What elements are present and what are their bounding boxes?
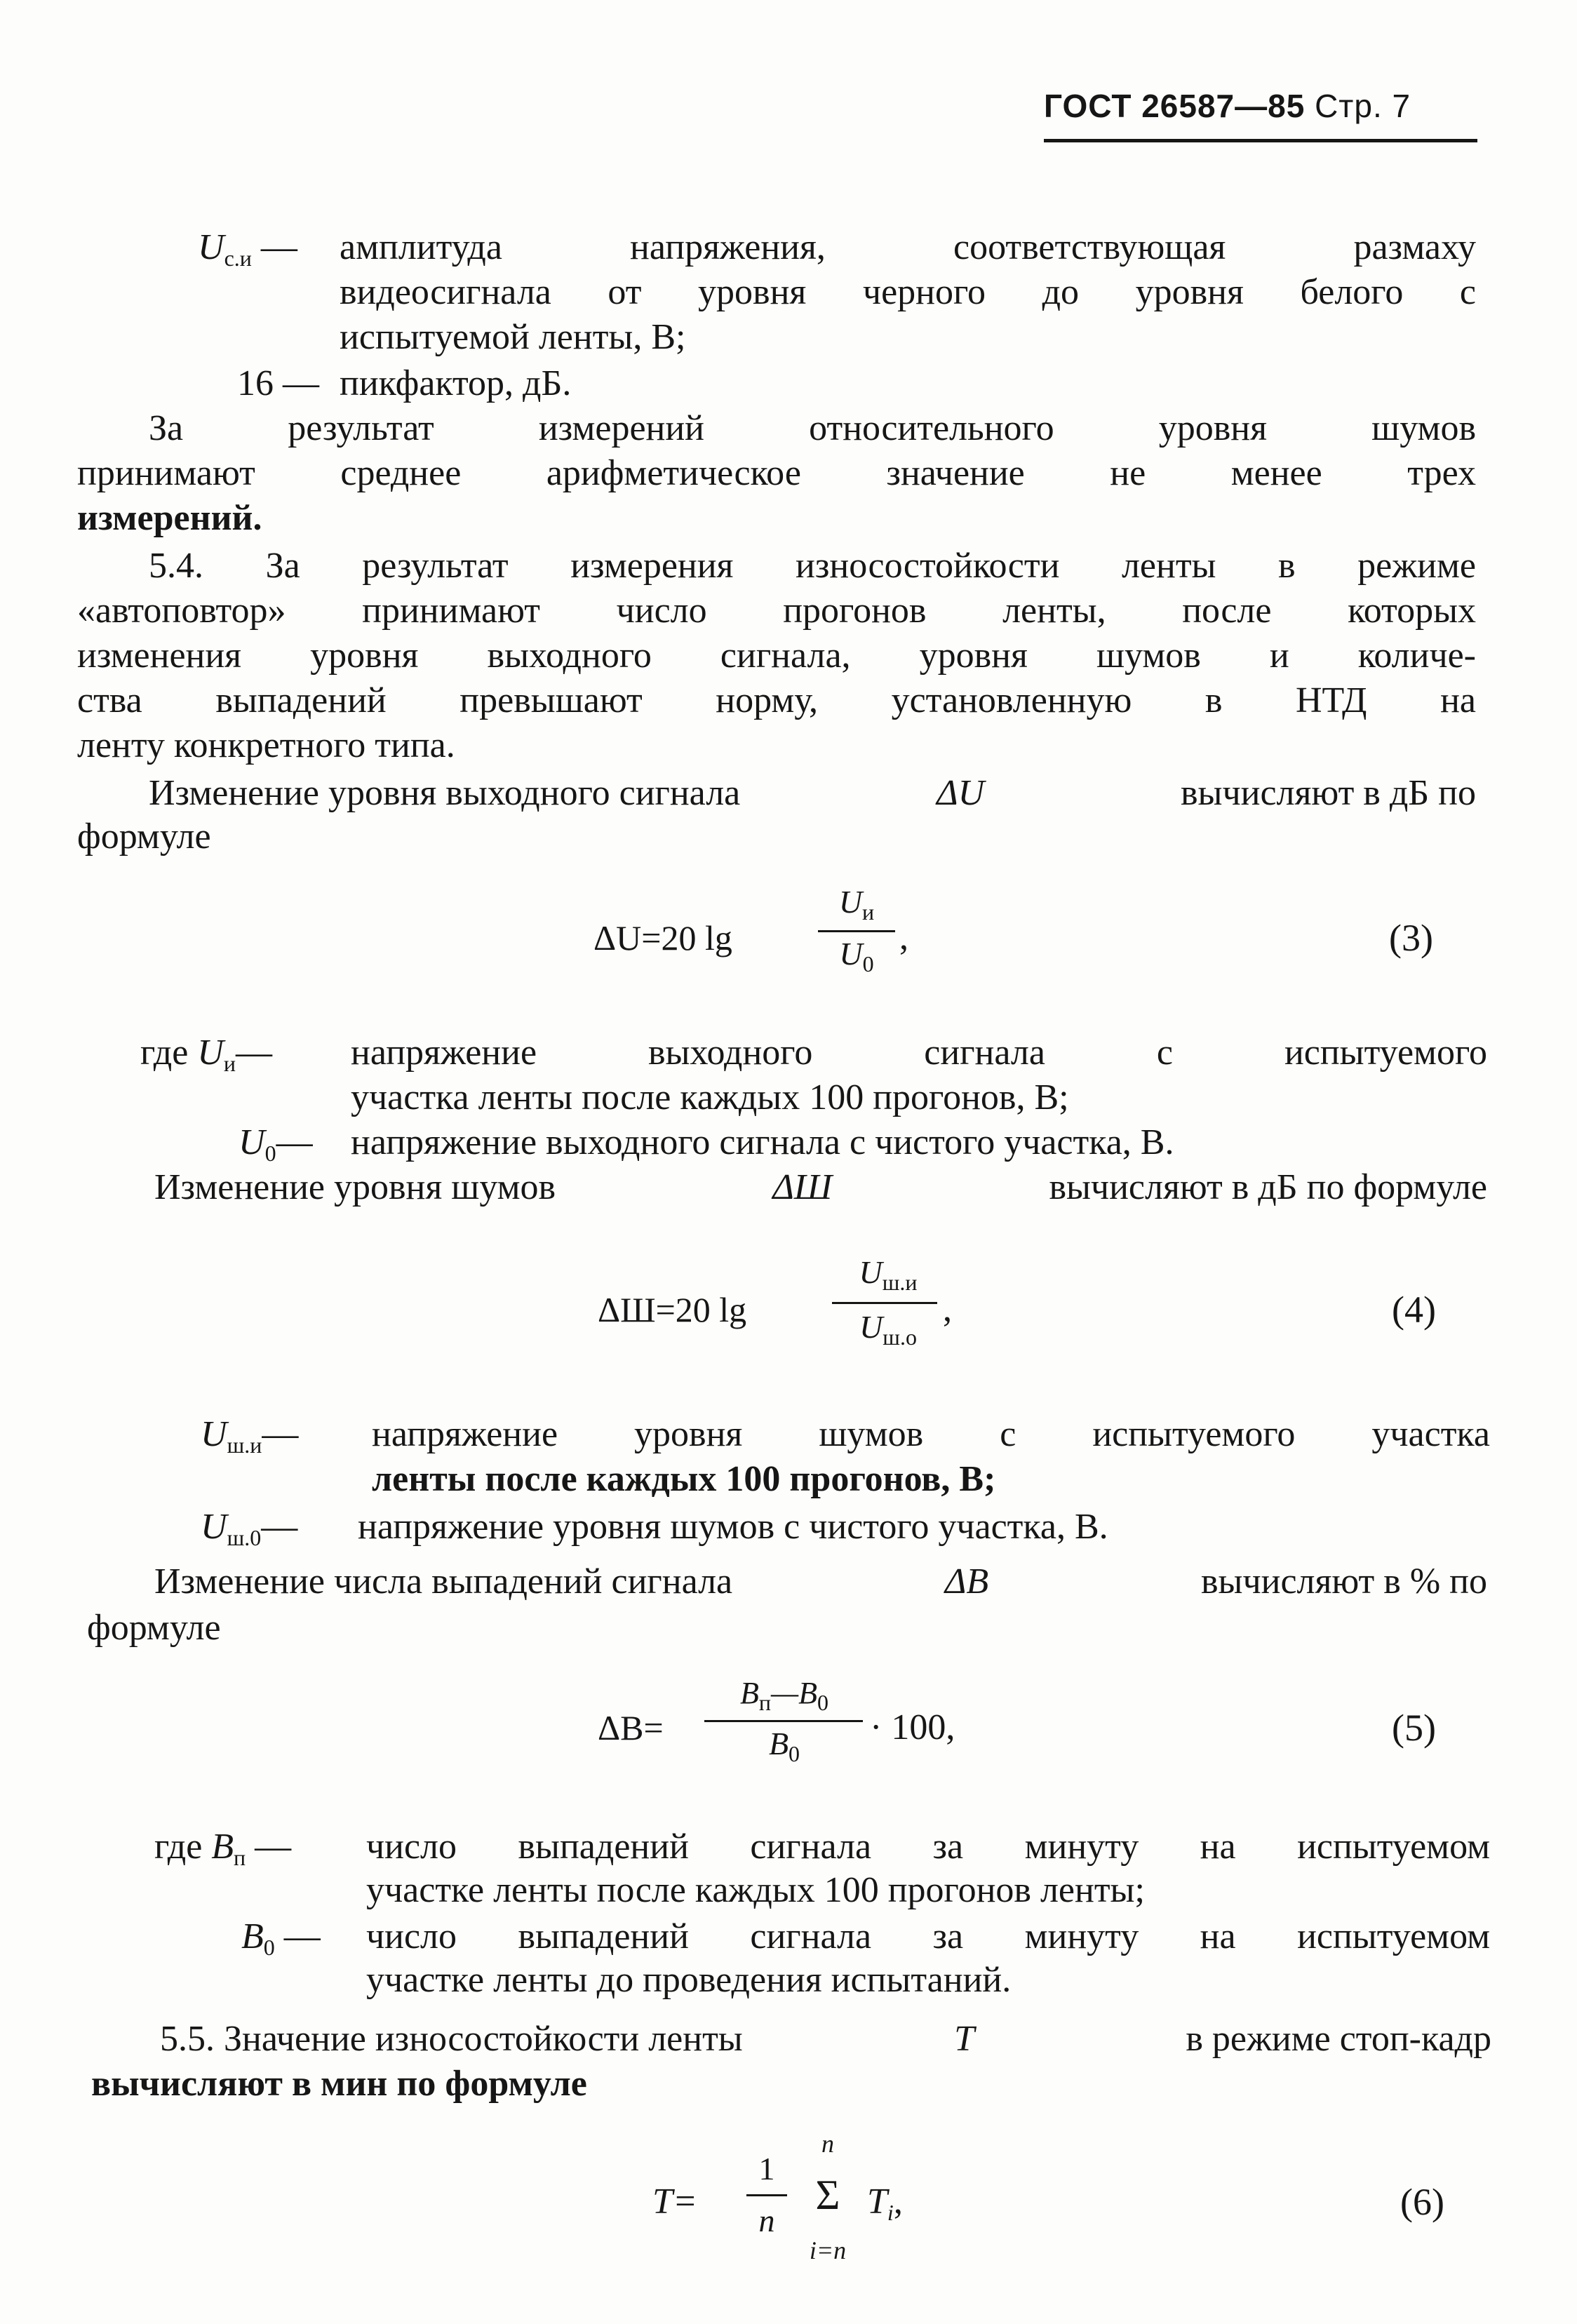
eq5-numerator: $B_п—B_0$: [739, 1676, 828, 1715]
eq3-number: (3): [1389, 917, 1433, 959]
para-dsh-line: Изменение уровня шумов ΔШ вычисляют в дБ по формуле: [154, 1167, 1487, 1207]
def-bp-line2: участке ленты после каждых 100 прогонов ленты;: [366, 1870, 1145, 1910]
def-bp-line1: число выпадений сигнала за минуту на испытуемом: [366, 1827, 1490, 1867]
eq4-numerator: $U_{ш.и}$: [859, 1254, 918, 1295]
eq4-number: (4): [1392, 1289, 1436, 1331]
def-ushi-line1: напряжение уровня шумов с испытуемого участка: [372, 1414, 1490, 1454]
def-b0-symbol: $B_0$ —: [241, 1916, 321, 1960]
def-u0-symbol: $U_0—$: [239, 1122, 313, 1166]
para-54-line3: изменения уровня выходного сигнала, уровня шумов и количе-: [77, 636, 1476, 676]
def-usho-text: напряжение уровня шумов с чистого участка, В.: [358, 1507, 1108, 1547]
eq5-number: (5): [1392, 1707, 1436, 1749]
eq4-fraction-bar: [832, 1302, 937, 1304]
para-54-line1: 5.4. За результат измерения износостойкости ленты в режиме: [149, 546, 1476, 586]
def-usho-symbol: $U_{ш.0}—$: [201, 1507, 298, 1550]
def-b0-line2: участке ленты до проведения испытаний.: [366, 1960, 1012, 2000]
def-ushi-symbol: $U_{ш.и}—$: [201, 1414, 299, 1458]
para-55-line1: 5.5. Значение износостойкости ленты T в режиме стоп-кадр: [160, 2019, 1491, 2059]
eq6-term: $T_i$,: [867, 2182, 903, 2225]
def-ui-line1: напряжение выходного сигнала с испытуемого: [351, 1033, 1487, 1073]
def-ui-line2: участка ленты после каждых 100 прогонов, В;: [351, 1077, 1069, 1117]
para-55-line2: вычисляют в мин по формуле: [91, 2064, 587, 2104]
eq3-numerator: $U_и$: [838, 884, 875, 925]
def-usi-line2: видеосигнала от уровня черного до уровня белого с: [340, 272, 1476, 312]
eq5-lhs: ΔB=: [598, 1708, 664, 1747]
para-54-line2: «автоповтор» принимают число прогонов ленты, после которых: [77, 591, 1476, 631]
eq6-sum-upper: n: [821, 2130, 834, 2158]
para-54-line5: ленту конкретного типа.: [77, 725, 455, 765]
eq3-lhs: ΔU=20 lg: [593, 918, 732, 958]
eq5-fraction-bar: [704, 1720, 863, 1722]
def-usi-line1: амплитуда напряжения, соответствующая размаху: [340, 227, 1476, 267]
eq4-tail: ,: [943, 1289, 952, 1329]
para-db-line2: формуле: [87, 1608, 221, 1648]
eq6-sum-sign: Σ: [815, 2172, 840, 2218]
eq6-lhs: T=: [652, 2182, 698, 2222]
para-54-line4: ства выпадений превышают норму, установленную в НТД на: [77, 680, 1476, 720]
header-rule: [1044, 139, 1477, 142]
para-du-line1: Изменение уровня выходного сигнала ΔU вычисляют в дБ по: [149, 773, 1476, 813]
eq6-sum-lower: i=п: [809, 2236, 847, 2264]
page-number: Стр. 7: [1315, 88, 1411, 124]
eq3-denominator: $U_0$: [839, 936, 874, 976]
eq4-lhs: ΔШ=20 lg: [598, 1290, 747, 1329]
eq6-fraction-bar: [746, 2194, 787, 2196]
def-bp-symbol: где $B_п$ —: [154, 1827, 292, 1870]
eq6-numerator: 1: [758, 2151, 775, 2187]
para-db-line1: Изменение числа выпадений сигнала ΔB вычисляют в % по: [154, 1561, 1487, 1601]
para-result-line2: принимают среднее арифметическое значение не менее трех: [77, 453, 1476, 493]
def-b0-line1: число выпадений сигнала за минуту на испытуемом: [366, 1916, 1490, 1956]
eq5-tail: · 100,: [870, 1707, 955, 1747]
def-usi-line3: испытуемой ленты, В;: [340, 317, 686, 357]
def-symbol-16: 16 —: [237, 363, 319, 403]
eq6-denominator: n: [758, 2203, 775, 2238]
eq5-denominator: $B_0$: [768, 1726, 800, 1766]
eq4-denominator: $U_{ш.о}$: [859, 1309, 917, 1350]
page-header: [1044, 84, 1411, 128]
standard-number: ГОСТ 26587—85: [1044, 88, 1306, 124]
para-du-line2: формуле: [77, 817, 211, 857]
eq6-number: (6): [1400, 2181, 1444, 2223]
def-16-text: пикфактор, дБ.: [340, 363, 572, 403]
def-symbol-usi: $U_{с.и}$ —: [198, 227, 297, 271]
def-ushi-line2: ленты после каждых 100 прогонов, В;: [372, 1459, 996, 1499]
para-result-line1: За результат измерений относительного уровня шумов: [149, 408, 1476, 448]
eq3-fraction-bar: [818, 930, 895, 932]
eq3-tail: ,: [899, 918, 908, 958]
def-ui-symbol: где $U_и—$: [140, 1033, 272, 1076]
para-result-line3: измерений.: [77, 498, 262, 538]
def-u0-text: напряжение выходного сигнала с чистого участка, В.: [351, 1122, 1174, 1162]
